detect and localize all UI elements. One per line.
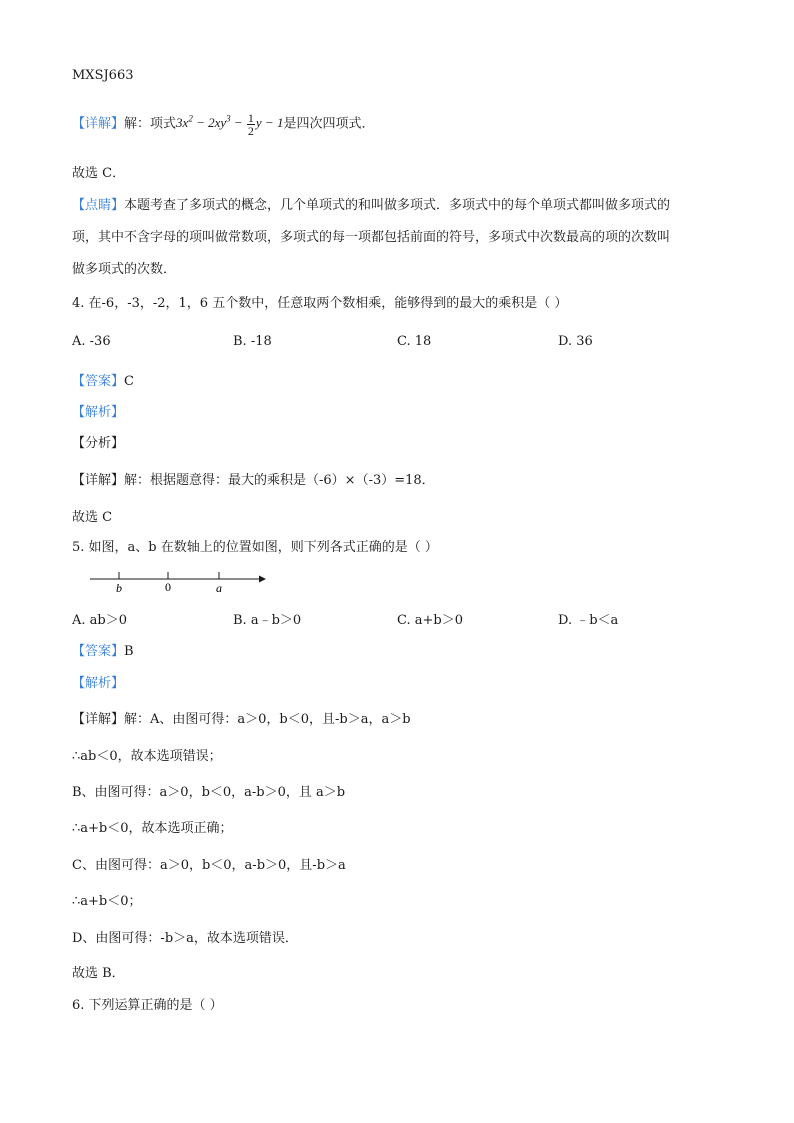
- q5-detail-line-5: C、由图可得：a＞0，b＜0，a-b＞0，且-b＞a: [72, 858, 346, 873]
- q4-detail: [72, 469, 435, 488]
- q3-detail-line: [72, 112, 374, 137]
- q4-answer: [72, 370, 134, 389]
- q4-choice: 故选 C: [72, 510, 113, 525]
- answer-value: B: [124, 644, 134, 659]
- point-text1: 本题考查了多项式的概念，几个单项式的和叫做多项式．多项式中的每个单项式都叫做多项式的: [124, 198, 671, 213]
- detail-text: 解：根据题意得：最大的乘积是（-6）×（-3）=18．: [124, 473, 435, 488]
- q5-detail-line-6: ∴a+b＜0；: [72, 894, 142, 909]
- q5-answer: [72, 640, 134, 659]
- q6-stem: 6. 下列运算正确的是（ ）: [72, 998, 223, 1013]
- poly-exp1: 2: [188, 114, 193, 125]
- label-0: 0: [165, 580, 171, 594]
- poly-exp2: 3: [226, 114, 231, 125]
- label-b: b: [116, 581, 122, 595]
- poly-term2: − 2xy: [192, 115, 227, 131]
- q5-detail-line-3: B、由图可得：a＞0，b＜0，a-b＞0，且 a＞b: [72, 785, 346, 800]
- number-line-arrow: [259, 576, 266, 583]
- fraction-denominator: 2: [247, 124, 254, 138]
- q5-option-a: A. ab＞0: [72, 613, 127, 628]
- q4-option-d: D. 36: [558, 334, 593, 349]
- q5-detail-line-1: [72, 708, 411, 727]
- detail-suffix: 是四次四项式．: [283, 116, 375, 132]
- polynomial: [176, 111, 284, 138]
- q3-choice: 故选 C．: [72, 166, 126, 181]
- answer-tag: 【答案】: [72, 374, 125, 389]
- q4-stem: 4. 在-6，-3，-2，1，6 五个数中，任意取两个数相乘，能够得到的最大的乘积是（ ）: [72, 296, 568, 311]
- fraction-numerator: 1: [247, 111, 254, 125]
- q5-stem: 5. 如图，a、b 在数轴上的位置如图，则下列各式正确的是（ ）: [72, 540, 438, 555]
- document-code: MXSJ663: [72, 68, 134, 83]
- q5-choice: 故选 B．: [72, 966, 125, 981]
- q3-point-line1: [72, 194, 670, 213]
- q5-detail-line-2: ∴ab＜0，故本选项错误；: [72, 749, 222, 764]
- q5-option-b: B. a﹣b＞0: [233, 613, 302, 628]
- fraction: [247, 112, 255, 137]
- q5-detail-line-7: D、由图可得：-b＞a，故本选项错误．: [72, 931, 298, 946]
- answer-value: C: [124, 374, 134, 389]
- q5-option-c: C. a+b＞0: [397, 613, 463, 628]
- number-line: [88, 568, 273, 598]
- point-tag: 【点睛】: [72, 198, 125, 213]
- q5-analysis-tag: 【解析】: [72, 676, 125, 691]
- q5-option-d: D. ﹣b＜a: [558, 613, 619, 628]
- q5-detail-line-4: ∴a+b＜0，故本选项正确；: [72, 821, 233, 836]
- detail-text: 解：A、由图可得：a＞0，b＜0，且-b＞a，a＞b: [124, 712, 411, 727]
- detail-tag: 【详解】: [72, 116, 125, 132]
- detail-tag: 【详解】: [72, 473, 125, 488]
- poly-tail: y − 1: [255, 115, 284, 131]
- detail-tag: 【详解】: [72, 712, 125, 727]
- q4-analysis-tag: 【解析】: [72, 405, 125, 420]
- q4-option-c: C. 18: [397, 334, 432, 349]
- answer-tag: 【答案】: [72, 644, 125, 659]
- poly-minus: −: [230, 115, 246, 131]
- q4-option-a: A. -36: [72, 334, 111, 349]
- detail-prefix: 解：项式: [124, 116, 177, 132]
- label-a: a: [216, 581, 222, 595]
- q3-point-line2: 项，其中不含字母的项叫做常数项，多项式的每一项都包括前面的符号，多项式中次数最高的项的次数叫: [72, 230, 671, 245]
- q4-fenxi-tag: 【分析】: [72, 436, 125, 451]
- poly-term1: 3x: [176, 115, 189, 131]
- q4-option-b: B. -18: [233, 334, 272, 349]
- q3-point-line3: 做多项式的次数．: [72, 262, 177, 277]
